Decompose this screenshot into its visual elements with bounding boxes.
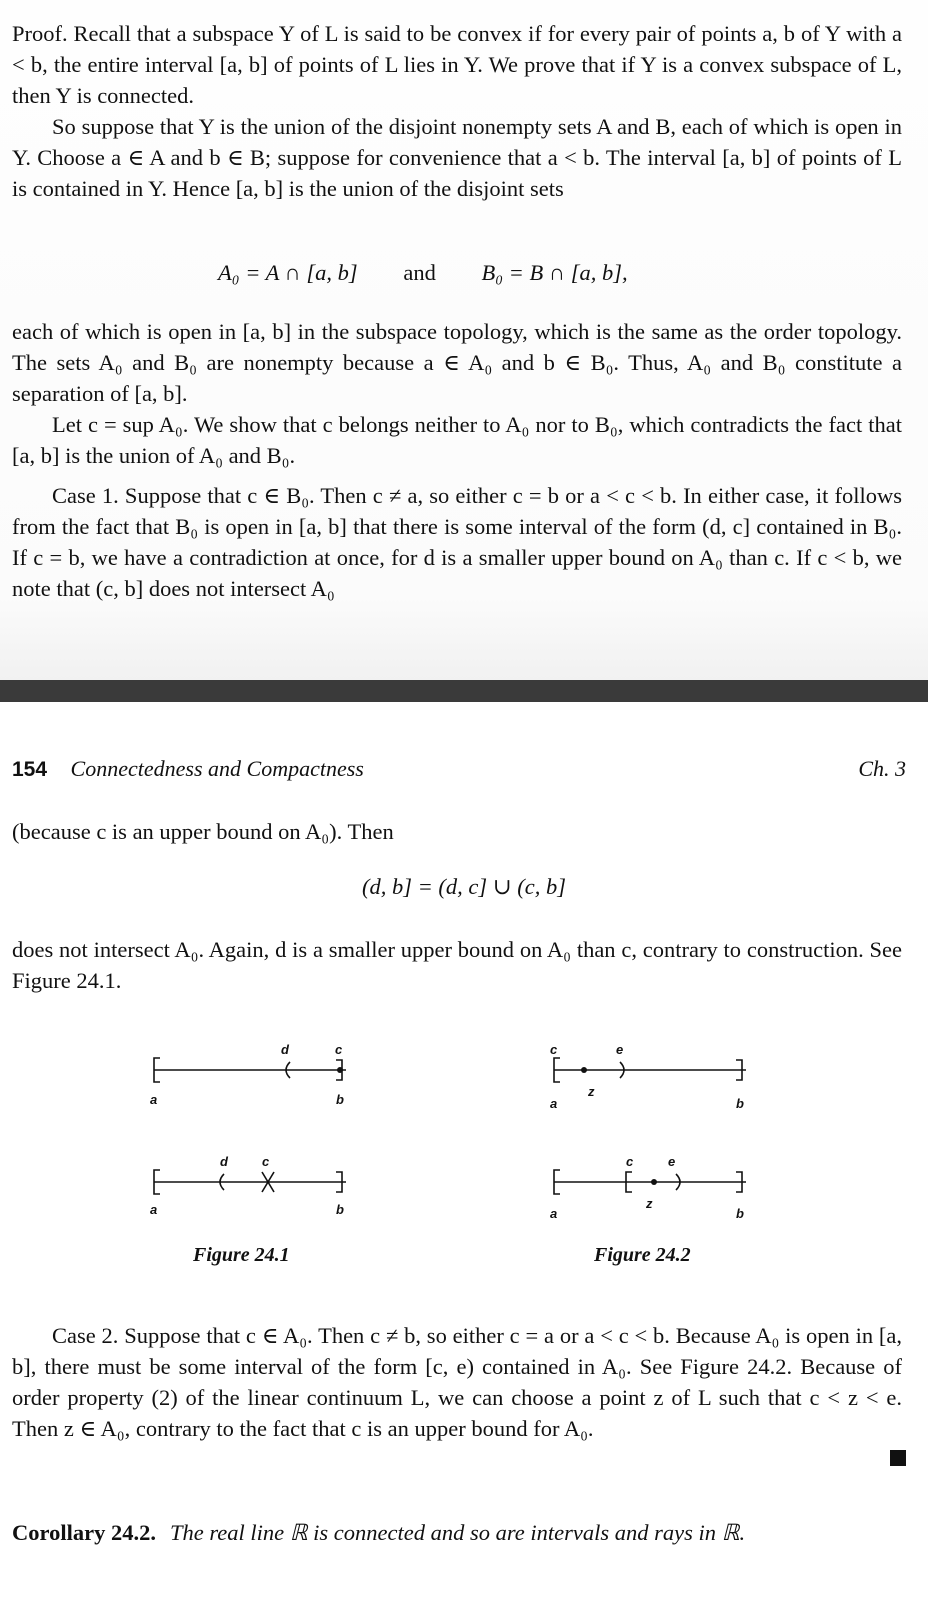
fig1-label-c-top: c [335, 1042, 343, 1057]
case2-paragraph: Case 2. Suppose that c ∈ A₀. Then c ≠ b, so either c = a or a < c < b. Because A₀ is open in [a, b], there must be some interval of the form [c, e) contained in A₀. See Figure 24.2. Because of order property (2) of the linear continuum L, we can choose a point z of L such that c < z < e. Then z ∈ A₀, contrary to the fact that c is an upper bound for A₀. [12, 1323, 902, 1441]
fig1-label-a-top: a [150, 1092, 158, 1107]
again-paragraph: does not intersect A₀. Again, d is a smaller upper bound on A₀ than c, contrary to construction. See Figure 24.1. [12, 937, 902, 993]
fig2-label-z-top: z [588, 1084, 595, 1099]
figure-24-2-caption: Figure 24.2 [594, 1244, 691, 1266]
qed-square [890, 1450, 906, 1466]
fig1-label-a-bottom: a [150, 1202, 158, 1217]
eq-A0: A₀ = A ∩ [a, b] [218, 260, 358, 285]
fig2-label-c-bottom: c [626, 1154, 634, 1169]
fig1-label-c-bottom: c [262, 1154, 270, 1169]
proof-paragraph: Proof. Recall that a subspace Y of L is said to be convex if for every pair of points a, b of Y with a < b, the entire interval [a, b] of points of L lies in Y. We prove that if Y is a convex subspace of L, then Y is connected. [12, 21, 902, 108]
suppose-paragraph: So suppose that Y is the union of the disjoint nonempty sets A and B, each of which is open in Y. Choose a ∈ A and b ∈ B; suppose for convenience that a < b. The interval [a, b] of points of L is contained in Y. Hence [a, b] is the union of the disjoint sets [12, 114, 902, 201]
figure-24-2 [540, 1018, 770, 1238]
fig2-label-b-bottom: b [736, 1206, 744, 1221]
fig2-label-a-bottom: a [550, 1206, 558, 1221]
eq-B0: B₀ = B ∩ [a, b], [481, 260, 628, 285]
open-sets-paragraph: each of which is open in [a, b] in the subspace topology, which is the same as the order topology. The sets A₀ and B₀ are nonempty because a ∈ A₀ and b ∈ B₀. Thus, A₀ and B₀ constitute a separation of [a, b]. [12, 319, 902, 406]
lower-page [0, 702, 928, 1600]
corollary-label: Corollary 24.2. [12, 1520, 156, 1545]
fig2-label-z-bottom: z [646, 1196, 653, 1211]
fig2-label-e-bottom: e [668, 1154, 676, 1169]
figure-24-1-caption: Figure 24.1 [193, 1244, 290, 1266]
fig2-label-b-top: b [736, 1096, 744, 1111]
fig2-label-e-top: e [616, 1042, 624, 1057]
upper-page [0, 0, 928, 680]
because-paragraph: (because c is an upper bound on A₀). Then [12, 819, 394, 844]
sup-paragraph: Let c = sup A₀. We show that c belongs neither to A₀ nor to B₀, which contradicts the fact that [a, b] is the union of A₀ and B₀. [12, 412, 902, 468]
chapter-title: Connectedness and Compactness [70, 756, 364, 781]
page-number: 154 [12, 758, 48, 781]
fig1-label-b-bottom: b [336, 1202, 344, 1217]
figure-24-1 [140, 1018, 370, 1238]
chapter-number: Ch. 3 [858, 756, 906, 781]
equation-d-b: (d, b] = (d, c] ∪ (c, b] [361, 874, 566, 899]
fig2-label-a-top: a [550, 1096, 558, 1111]
equation-A0-B0 [218, 260, 628, 286]
eq-and: and [403, 260, 436, 285]
fig1-label-d-bottom: d [220, 1154, 228, 1169]
corollary-24-2 [12, 1520, 745, 1546]
corollary-text: The real line ℝ is connected and so are intervals and rays in ℝ. [169, 1520, 746, 1545]
fig1-label-d-top: d [281, 1042, 289, 1057]
running-header [12, 756, 906, 782]
case1-paragraph: Case 1. Suppose that c ∈ B₀. Then c ≠ a, so either c = b or a < c < b. In either case, it follows from the fact that B₀ is open in [a, b] that there is some interval of the form (d, c] contained in B₀. If c = b, we have a contradiction at once, for d is a smaller upper bound on A₀ than c. If c < b, we note that (c, b] does not intersect A₀ [12, 483, 902, 601]
page-break-bar [0, 680, 928, 702]
fig1-label-b-top: b [336, 1092, 344, 1107]
fig2-label-c-top: c [550, 1042, 558, 1057]
